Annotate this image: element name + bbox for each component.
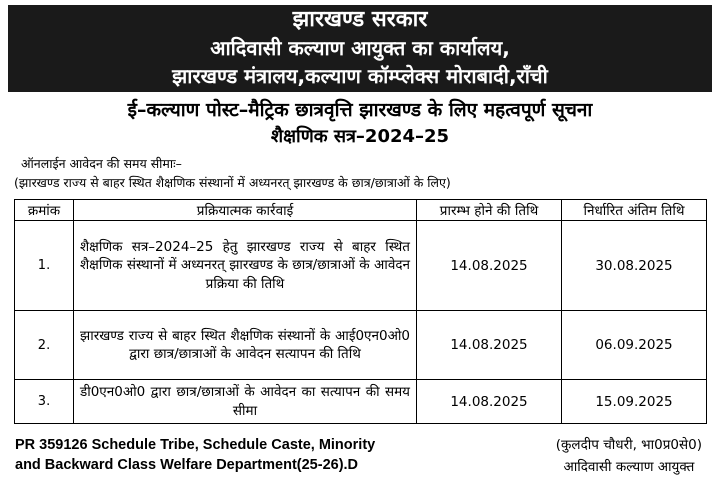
col-header-start-date: प्रारम्भ होने की तिथि bbox=[417, 200, 562, 221]
signatory-title: आदिवासी कल्याण आयुक्त bbox=[563, 459, 695, 475]
row-deadline: 30.08.2025 bbox=[562, 221, 707, 311]
pr-reference bbox=[15, 435, 375, 475]
col-header-action: प्रक्रियात्मक कार्रवाई bbox=[74, 200, 417, 221]
signatory-name: (कुलदीप चौधरी, भा0प्र0से0) bbox=[555, 437, 702, 453]
table-row bbox=[15, 380, 707, 424]
office-address: झारखण्ड मंत्रालय,कल्याण कॉम्प्लेक्स मोराबादी,राँची bbox=[172, 64, 548, 88]
row-action: शैक्षणिक सत्र–2024–25 हेतु झारखण्ड राज्य से बाहर स्थित शैक्षणिक संस्थानों में अध्यनरत् झारखण्ड के छात्र/छात्राओं के आवेदन प्रक्रिया की तिथि bbox=[74, 221, 417, 311]
row-serial: 3. bbox=[15, 380, 74, 424]
table-header-row bbox=[15, 200, 707, 221]
pr-line-1: PR 359126 Schedule Tribe, Schedule Caste, Minority bbox=[15, 437, 376, 453]
office-title: आदिवासी कल्याण आयुक्त का कार्यालय, bbox=[210, 36, 510, 60]
time-limit-note: (झारखण्ड राज्य से बाहर स्थित शैक्षणिक संस्थानों में अध्यनरत् झारखण्ड के छात्र/छात्राओं के लिए) bbox=[14, 175, 451, 190]
header-banner bbox=[8, 5, 712, 92]
row-action: डी0एन0ओ0 द्वारा छात्र/छात्राओं के आवेदन का सत्यापन की समय सीमा bbox=[74, 380, 417, 424]
col-header-deadline: निर्धारित अंतिम तिथि bbox=[562, 200, 707, 221]
row-deadline: 15.09.2025 bbox=[562, 380, 707, 424]
signatory-block bbox=[556, 434, 702, 478]
col-header-serial: क्रमांक bbox=[15, 200, 74, 221]
table-row bbox=[15, 311, 707, 380]
notice-title: ई–कल्याण पोस्ट–मैट्रिक छात्रवृत्ति झारखण्ड के लिए महत्वपूर्ण सूचना bbox=[127, 99, 593, 121]
row-serial: 2. bbox=[15, 311, 74, 380]
session-title: शैक्षणिक सत्र–2024–25 bbox=[270, 126, 450, 147]
pr-line-2: and Backward Class Welfare Department(25-26).D bbox=[15, 457, 359, 473]
schedule-table bbox=[14, 199, 707, 424]
row-action: झारखण्ड राज्य से बाहर स्थित शैक्षणिक संस्थानों के आई0एन0ओ0 द्वारा छात्र/छात्राओं के आवेदन सत्यापन की तिथि bbox=[74, 311, 417, 380]
row-serial: 1. bbox=[15, 221, 74, 311]
time-limit-label: ऑनलाईन आवेदन की समय सीमाः– bbox=[21, 156, 182, 171]
row-deadline: 06.09.2025 bbox=[562, 311, 707, 380]
row-start-date: 14.08.2025 bbox=[417, 380, 562, 424]
row-start-date: 14.08.2025 bbox=[417, 221, 562, 311]
row-start-date: 14.08.2025 bbox=[417, 311, 562, 380]
table-row bbox=[15, 221, 707, 311]
government-title: झारखण्ड सरकार bbox=[292, 7, 428, 32]
